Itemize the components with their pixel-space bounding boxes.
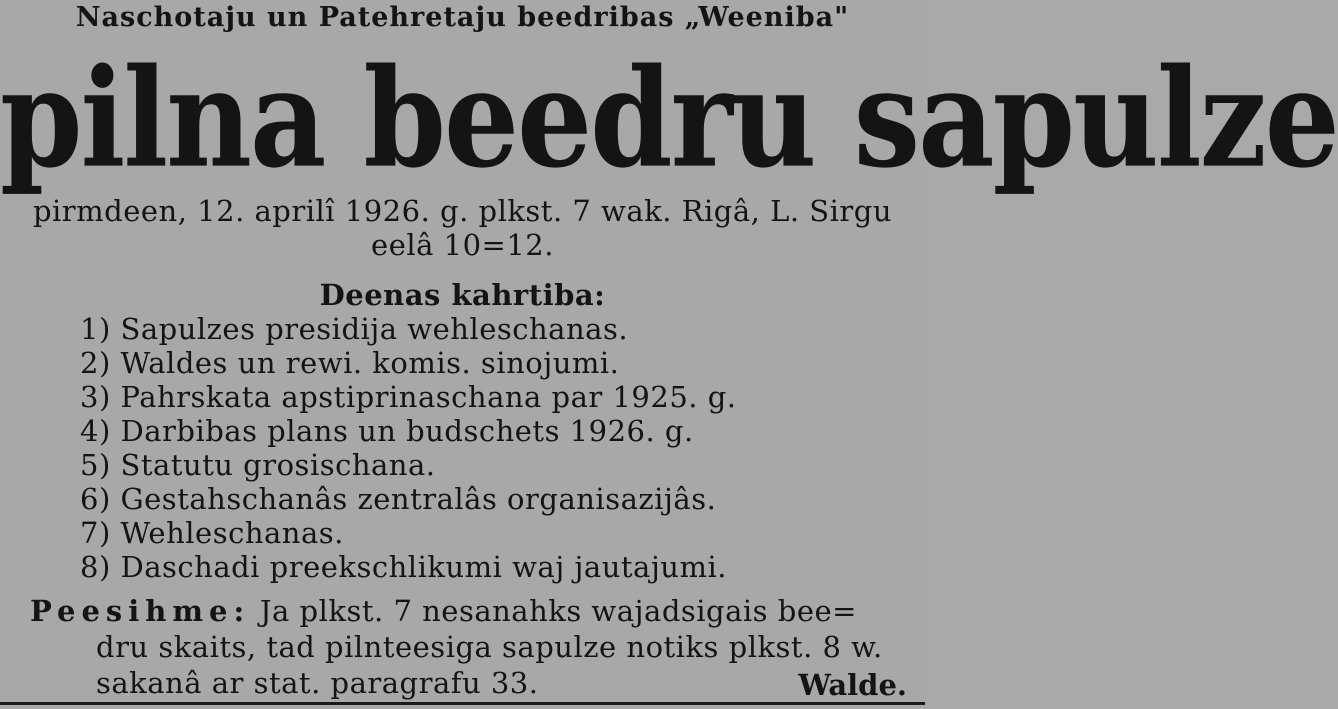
agenda-title: Deenas kahrtiba: — [319, 278, 606, 312]
note-text-1: Ja plkst. 7 nesanahks wajadsigais bee= — [259, 594, 857, 628]
agenda-item: 2) Waldes un rewi. komis. sinojumi. — [80, 346, 620, 380]
agenda-item: 4) Darbibas plans un budschets 1926. g. — [80, 414, 694, 448]
agenda-item: 5) Statutu grosischana. — [80, 448, 436, 482]
signature: Walde. — [798, 668, 907, 702]
agenda-item: 7) Wehleschanas. — [80, 516, 344, 550]
meeting-date-line-1: pirmdeen, 12. aprilî 1926. g. plkst. 7 wak. Rigâ, L. Sirgu — [32, 194, 893, 228]
agenda-item: 8) Daschadi preekschlikumi waj jautajumi. — [80, 550, 727, 584]
note-line-3: sakanâ ar stat. paragrafu 33. — [96, 666, 539, 700]
note-line-2: dru skaits, tad pilnteesiga sapulze notiks plkst. 8 w. — [96, 630, 883, 664]
agenda-item: 3) Pahrskata apstiprinaschana par 1925. g. — [80, 380, 737, 414]
notice-headline: pilna beedru sapulze — [0, 38, 1338, 198]
agenda-item: 1) Sapulzes presidija wehleschanas. — [80, 312, 629, 346]
organization-name: Naschotaju un Patehretaju beedribas „Weeniba" — [75, 2, 850, 33]
meeting-date-line-2: eelâ 10=12. — [371, 228, 554, 262]
bottom-rule — [0, 702, 925, 705]
agenda-item: 6) Gestahschanâs zentralâs organisazijâs. — [80, 482, 717, 516]
note-label: Peesihme: — [30, 594, 251, 628]
note-line-1 — [30, 594, 920, 628]
